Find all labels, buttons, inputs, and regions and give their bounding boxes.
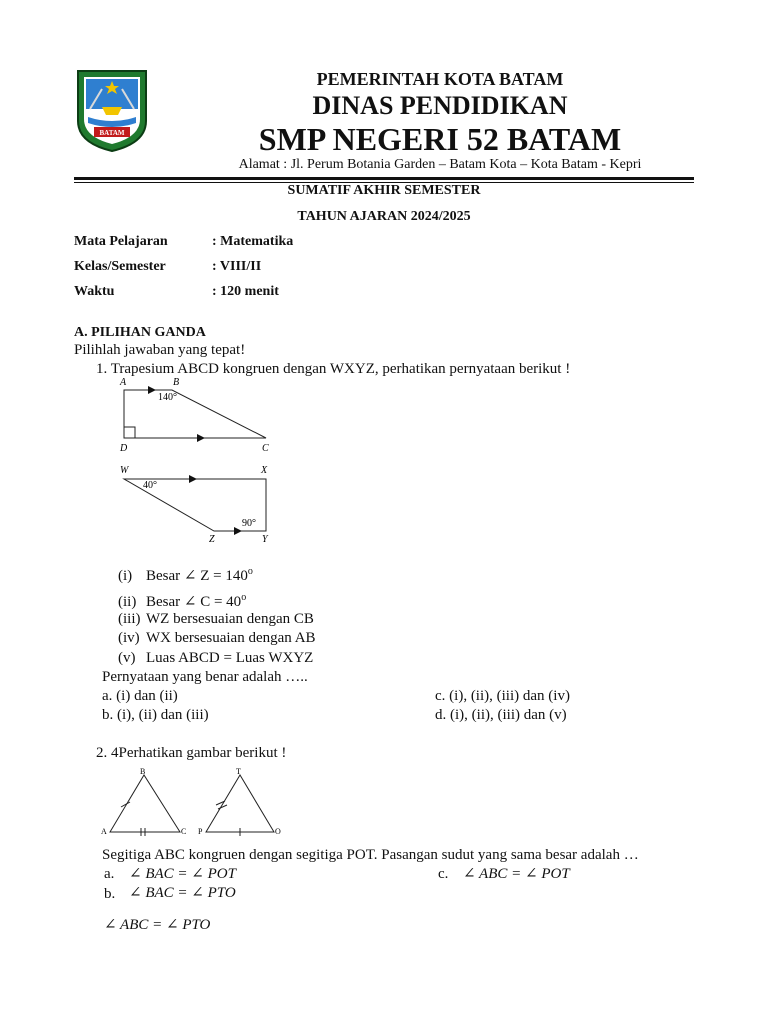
q2-option-c-letter[interactable]: c. <box>438 866 449 882</box>
label-x: X <box>261 465 268 476</box>
label-o: O <box>275 827 281 836</box>
logo-text: BATAM <box>99 129 125 137</box>
q2-option-c[interactable]: ∠ ABC = ∠ POT <box>463 866 570 882</box>
angle-w: 40° <box>143 480 157 491</box>
label-z: Z <box>209 534 215 545</box>
label-b: B <box>173 377 180 388</box>
header-rule-thick <box>74 177 694 180</box>
header-address: Alamat : Jl. Perum Botania Garden – Batam Kota – Kota Batam - Kepri <box>238 157 642 172</box>
label-a2: A <box>101 827 107 836</box>
label-y: Y <box>262 534 268 545</box>
subject-label: Mata Pelajaran <box>74 234 168 249</box>
exam-title: SUMATIF AKHIR SEMESTER <box>287 183 481 198</box>
q1-option-b[interactable]: b. (i), (ii) dan (iii) <box>102 707 209 723</box>
q2-option-extra[interactable]: ∠ ABC = ∠ PTO <box>104 917 211 933</box>
section-instruction: Pilihlah jawaban yang tepat! <box>74 342 246 358</box>
label-w: W <box>120 465 129 476</box>
section-title: A. PILIHAN GANDA <box>74 325 206 340</box>
label-t: T <box>236 767 241 776</box>
class-label: Kelas/Semester <box>74 259 166 274</box>
q1-option-d[interactable]: d. (i), (ii), (iii) dan (v) <box>435 707 567 723</box>
time-value: : 120 menit <box>212 284 279 299</box>
header-government: PEMERINTAH KOTA BATAM <box>316 69 564 89</box>
label-p: P <box>198 827 203 836</box>
q1-option-a[interactable]: a. (i) dan (ii) <box>102 688 178 704</box>
q1-option-c[interactable]: c. (i), (ii), (iii) dan (iv) <box>435 688 570 704</box>
q2-prompt: Segitiga ABC kongruen dengan segitiga POT. Pasangan sudut yang sama besar adalah … <box>102 847 639 863</box>
label-a: A <box>120 377 127 388</box>
exam-year: TAHUN AJARAN 2024/2025 <box>297 209 471 224</box>
header-office: DINAS PENDIDIKAN <box>312 91 568 120</box>
q1-figure <box>110 365 290 545</box>
label-b2: B <box>140 767 146 776</box>
q1-text: 1. Trapesium ABCD kongruen dengan WXYZ, perhatikan pernyataan berikut ! <box>96 361 571 377</box>
q1-statement: (i) Besar ∠ $Z = 140^o$ <box>118 566 253 584</box>
q1-statement: (ii) Besar ∠ $C = 40^o$ <box>118 592 247 610</box>
header-school: SMP NEGERI 52 BATAM <box>258 121 622 157</box>
city-logo <box>76 69 148 153</box>
q2-figure <box>98 765 288 840</box>
subject-value: : Matematika <box>212 234 294 249</box>
angle-y: 90° <box>242 518 256 529</box>
q1-statement: (v) Luas ABCD = Luas WXYZ <box>118 650 314 666</box>
q2-option-a[interactable]: ∠ BAC = ∠ POT <box>129 866 236 882</box>
class-value: : VIII/II <box>212 259 262 274</box>
label-c: C <box>262 443 269 454</box>
q2-text: 2. 4Perhatikan gambar berikut ! <box>96 745 287 761</box>
time-label: Waktu <box>74 284 115 299</box>
q2-option-b[interactable]: ∠ BAC = ∠ PTO <box>129 885 236 901</box>
label-c2: C <box>181 827 187 836</box>
q1-statement: (iv) WX bersesuaian dengan AB <box>118 630 316 646</box>
q2-option-b-letter[interactable]: b. <box>104 886 116 902</box>
q1-prompt: Pernyataan yang benar adalah ….. <box>102 669 308 685</box>
q2-option-a-letter[interactable]: a. <box>104 866 115 882</box>
label-d: D <box>120 443 128 454</box>
angle-b: 140° <box>158 392 177 403</box>
q1-statement: (iii) WZ bersesuaian dengan CB <box>118 611 314 627</box>
